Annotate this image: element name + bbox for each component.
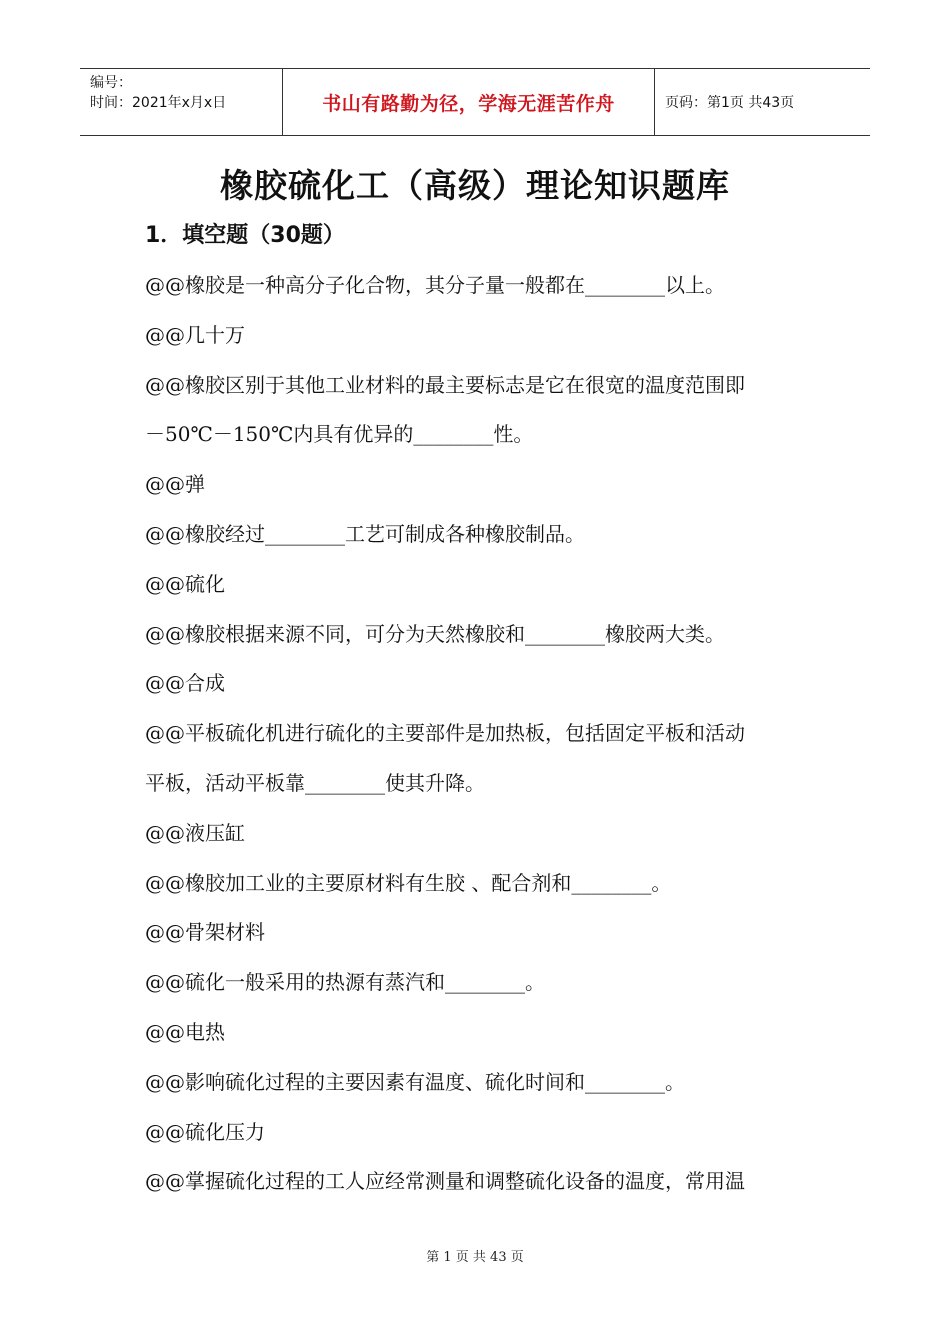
text-line: @@橡胶根据来源不同，可分为天然橡胶和________橡胶两大类。	[145, 621, 725, 646]
section-heading: 1．填空题（30题）	[145, 223, 345, 248]
header-meta	[80, 69, 282, 135]
text-line: @@橡胶加工业的主要原材料有生胶 、配合剂和________。	[145, 870, 672, 895]
text-line: @@掌握硫化过程的工人应经常测量和调整硫化设备的温度，常用温	[145, 1169, 745, 1194]
answer-line: @@硫化压力	[145, 1119, 265, 1144]
page-title: 橡胶硫化工（高级）理论知识题库	[220, 166, 730, 205]
answer-line: @@硫化	[145, 571, 225, 596]
text-line: @@橡胶区别于其他工业材料的最主要标志是它在很宽的温度范围即	[145, 372, 745, 397]
answer-line: @@弹	[145, 472, 205, 497]
text-line: @@橡胶是一种高分子化合物，其分子量一般都在________以上。	[145, 273, 725, 297]
answer-line: @@合成	[145, 671, 225, 696]
time-label: 时间：2021年x月x日	[90, 95, 227, 111]
page-footer: 第 1 页 共 43 页	[426, 1250, 524, 1265]
answer-line: @@骨架材料	[145, 920, 265, 945]
header-motto: 书山有路勤为径，学海无涯苦作舟	[282, 69, 655, 135]
text-line: @@硫化一般采用的热源有蒸汽和________。	[145, 970, 545, 995]
answer-line: @@液压缸	[145, 820, 245, 845]
answer-line: @@电热	[145, 1019, 225, 1044]
text-line: 平板，活动平板靠________使其升降。	[145, 770, 485, 795]
text-line: @@平板硫化机进行硫化的主要部件是加热板，包括固定平板和活动	[145, 721, 745, 746]
question-list	[145, 265, 825, 1211]
text-line: @@影响硫化过程的主要因素有温度、硫化时间和________。	[145, 1069, 685, 1094]
answer-line: @@几十万	[145, 322, 245, 347]
number-label: 编号：	[90, 75, 132, 91]
header-page-info: 页码：第1页 共43页	[665, 95, 795, 111]
text-line: @@橡胶经过________工艺可制成各种橡胶制品。	[145, 521, 585, 546]
document-header	[80, 68, 870, 136]
text-line: －50℃－150℃内具有优异的________性。	[145, 422, 534, 447]
